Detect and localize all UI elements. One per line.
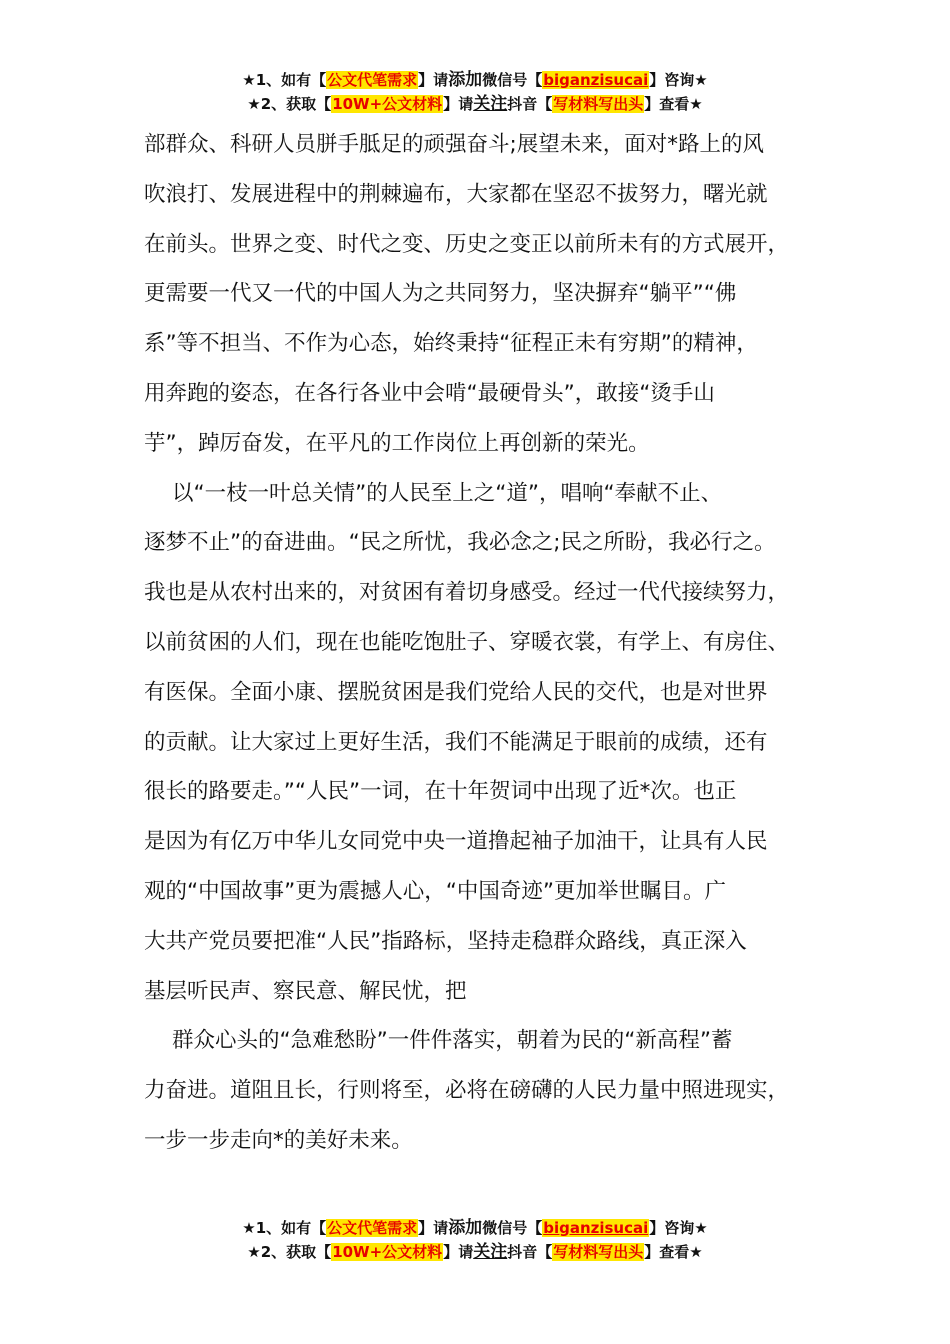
banner-line-1 [0, 1216, 950, 1240]
text-line: 很长的路要走。”“人民”一词，在十年贺词中出现了近*次。也正 [144, 779, 737, 805]
banner-highlight: 10W+公文材料 [332, 1243, 443, 1261]
wechat-id-link[interactable]: biganzisucai [543, 1219, 649, 1237]
text-line: 芋”，踔厉奋发，在平凡的工作岗位上再创新的荣光。 [144, 430, 650, 456]
text-line: 是因为有亿万中华儿女同党中央一道撸起袖子加油干，让具有人民 [144, 829, 768, 855]
banner-emphasis: 添加 [448, 70, 483, 90]
text-line: 逐梦不止”的奋进曲。“民之所忧，我必念之;民之所盼，我必行之。 [144, 530, 776, 556]
banner-emphasis: 添加 [448, 1218, 483, 1238]
banner-emphasis: 关注 [473, 94, 508, 114]
banner-highlight: 公文代笔需求 [327, 71, 418, 89]
banner-text: ★2、获取【 [247, 1243, 332, 1261]
banner-line-1 [0, 68, 950, 92]
banner-text: 】咨询★ [649, 71, 708, 89]
banner-text: 微信号【 [482, 1219, 543, 1237]
banner-text: 】咨询★ [649, 1219, 708, 1237]
document-body [144, 120, 816, 1166]
banner-highlight: 10W+公文材料 [332, 95, 443, 113]
text-line: 力奋进。道阻且长，行则将至，必将在磅礴的人民力量中照进现实， [144, 1078, 790, 1104]
text-line: 以前贫困的人们，现在也能吃饱肚子、穿暖衣裳，有学上、有房住、 [144, 629, 790, 655]
text-line: 吹浪打、发展进程中的荆棘遍布，大家都在坚忍不拔努力，曙光就 [144, 181, 768, 207]
wechat-id-link[interactable]: biganzisucai [543, 71, 649, 89]
text-line: 我也是从农村出来的，对贫困有着切身感受。经过一代代接续努力， [144, 580, 790, 606]
banner-text: 微信号【 [482, 71, 543, 89]
text-line: 有医保。全面小康、摆脱贫困是我们党给人民的交代，也是对世界 [144, 679, 768, 705]
banner-emphasis: 关注 [473, 1242, 508, 1262]
banner-text: 抖音【 [507, 1243, 553, 1261]
banner-text: 抖音【 [507, 95, 553, 113]
text-line: 以“一枝一叶总关情”的人民至上之“道”，唱响“奉献不止、 [171, 480, 723, 506]
paragraph-1 [144, 120, 816, 469]
text-line: 大共产党员要把准“人民”指路标，坚持走稳群众路线，真正深入 [144, 928, 747, 954]
text-line: 系”等不担当、不作为心态，始终秉持“征程正未有穷期”的精神， [144, 331, 758, 357]
banner-text: ★1、如有【 [242, 1219, 327, 1237]
banner-text: 】请 [418, 71, 449, 89]
douyin-account-link[interactable]: 写材料写出头 [553, 1243, 644, 1261]
banner-text: 】请 [443, 1243, 474, 1261]
banner-line-2 [0, 1240, 950, 1264]
text-line: 一步一步走向*的美好未来。 [144, 1127, 413, 1153]
text-line: 在前头。世界之变、时代之变、历史之变正以前所未有的方式展开， [144, 231, 790, 257]
douyin-account-link[interactable]: 写材料写出头 [553, 95, 644, 113]
banner-text: 】查看★ [644, 95, 703, 113]
text-line: 群众心头的“急难愁盼”一件件落实，朝着为民的“新高程”蓄 [171, 1028, 733, 1054]
banner-text: 】请 [418, 1219, 449, 1237]
banner-line-2 [0, 92, 950, 116]
footer-banner [0, 1216, 950, 1264]
text-line: 基层听民声、察民意、解民忧，把 [144, 978, 467, 1004]
paragraph-2 [144, 469, 816, 1017]
text-line: 用奔跑的姿态，在各行各业中会啃“最硬骨头”，敢接“烫手山 [144, 380, 715, 406]
banner-text: 】请 [443, 95, 474, 113]
banner-text: ★1、如有【 [242, 71, 327, 89]
paragraph-3 [144, 1016, 816, 1165]
banner-text: ★2、获取【 [247, 95, 332, 113]
banner-highlight: 公文代笔需求 [327, 1219, 418, 1237]
text-line: 观的“中国故事”更为震撼人心，“中国奇迹”更加举世瞩目。广 [144, 878, 727, 904]
banner-text: 】查看★ [644, 1243, 703, 1261]
text-line: 更需要一代又一代的中国人为之共同努力，坚决摒弃“躺平”“佛 [144, 281, 737, 307]
header-banner [0, 68, 950, 116]
text-line: 的贡献。让大家过上更好生活，我们不能满足于眼前的成绩，还有 [144, 729, 768, 755]
text-line: 部群众、科研人员胼手胝足的顽强奋斗;展望未来，面对*路上的风 [144, 132, 764, 157]
